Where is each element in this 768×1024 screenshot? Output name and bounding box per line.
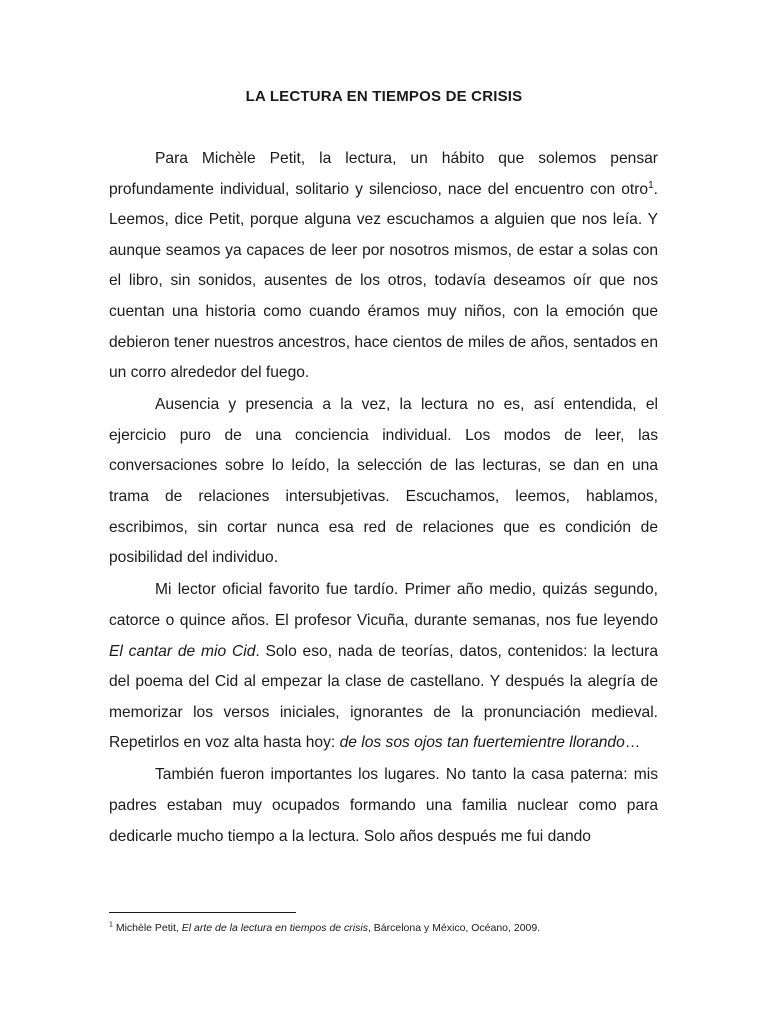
paragraph-1-text-a: Para Michèle Petit, la lectura, un hábito que solemos pensar profundamente individual, solitario y silencioso, nace del encuentro con otro <box>109 150 658 198</box>
paragraph-3-text-c: … <box>624 734 641 752</box>
footnote <box>109 920 669 936</box>
footnote-author: Michèle Petit, <box>112 922 182 934</box>
paragraph-3-text-a: Mi lector oficial favorito fue tardío. Primer año medio, quizás segundo, catorce o quince años. El profesor Vicuña, durante semanas, nos fue leyendo <box>109 581 658 629</box>
paragraph-2: Ausencia y presencia a la vez, la lectura no es, así entendida, el ejercicio puro de una conciencia individual. Los modos de leer, las conversaciones sobre lo leído, la selección de las lecturas, se dan en una trama de relaciones intersubjetivas. Escuchamos, leemos, hablamos, escribimos, sin cortar nunca esa red de relaciones que es condición de posibilidad del individuo. <box>109 396 658 567</box>
paragraph-1 <box>109 144 658 389</box>
paragraph-3-text-b: . Solo eso, nada de teorías, datos, contenidos: la lectura del poema del Cid al empezar la clase de castellano. Y después la alegría de memorizar los versos iniciales, ignorantes de la pronunciación medieval. Repetirlos en voz alta hasta hoy: <box>109 642 659 752</box>
footnote-divider <box>109 912 296 913</box>
paragraph-3 <box>109 575 658 759</box>
paragraph-3-book-title: El cantar de mio Cid <box>109 642 256 660</box>
footnote-publication: , Bárcelona y México, Océano, 2009. <box>367 922 541 934</box>
footnote-book-title: El arte de la lectura en tiempos de crisis <box>181 922 368 934</box>
paragraph-1-text-b: . Leemos, dice Petit, porque alguna vez escuchamos a alguien que nos leía. Y aunque seamos ya capaces de leer por nosotros mismos, de estar a solas con el libro, sin sonidos, ausentes de los otros, todavía deseamos oír que nos cuentan una historia como cuando éramos muy niños, con la emoción que debieron tener nuestros ancestros, hace cientos de miles de años, sentados en un corro alrededor del fuego. <box>109 180 658 382</box>
page-title: LA LECTURA EN TIEMPOS DE CRISIS <box>245 88 523 105</box>
paragraph-4: También fueron importantes los lugares. No tanto la casa paterna: mis padres estaban muy ocupados formando una familia nuclear como para dedicarle mucho tiempo a la lectura. Solo años después me fui dando <box>109 766 658 845</box>
body-text <box>109 144 658 854</box>
footnote-reference: 1 <box>648 179 654 191</box>
paragraph-3-verse-quote: de los sos ojos tan fuertemientre llorando <box>339 734 625 752</box>
footnote-number: 1 <box>109 921 113 929</box>
